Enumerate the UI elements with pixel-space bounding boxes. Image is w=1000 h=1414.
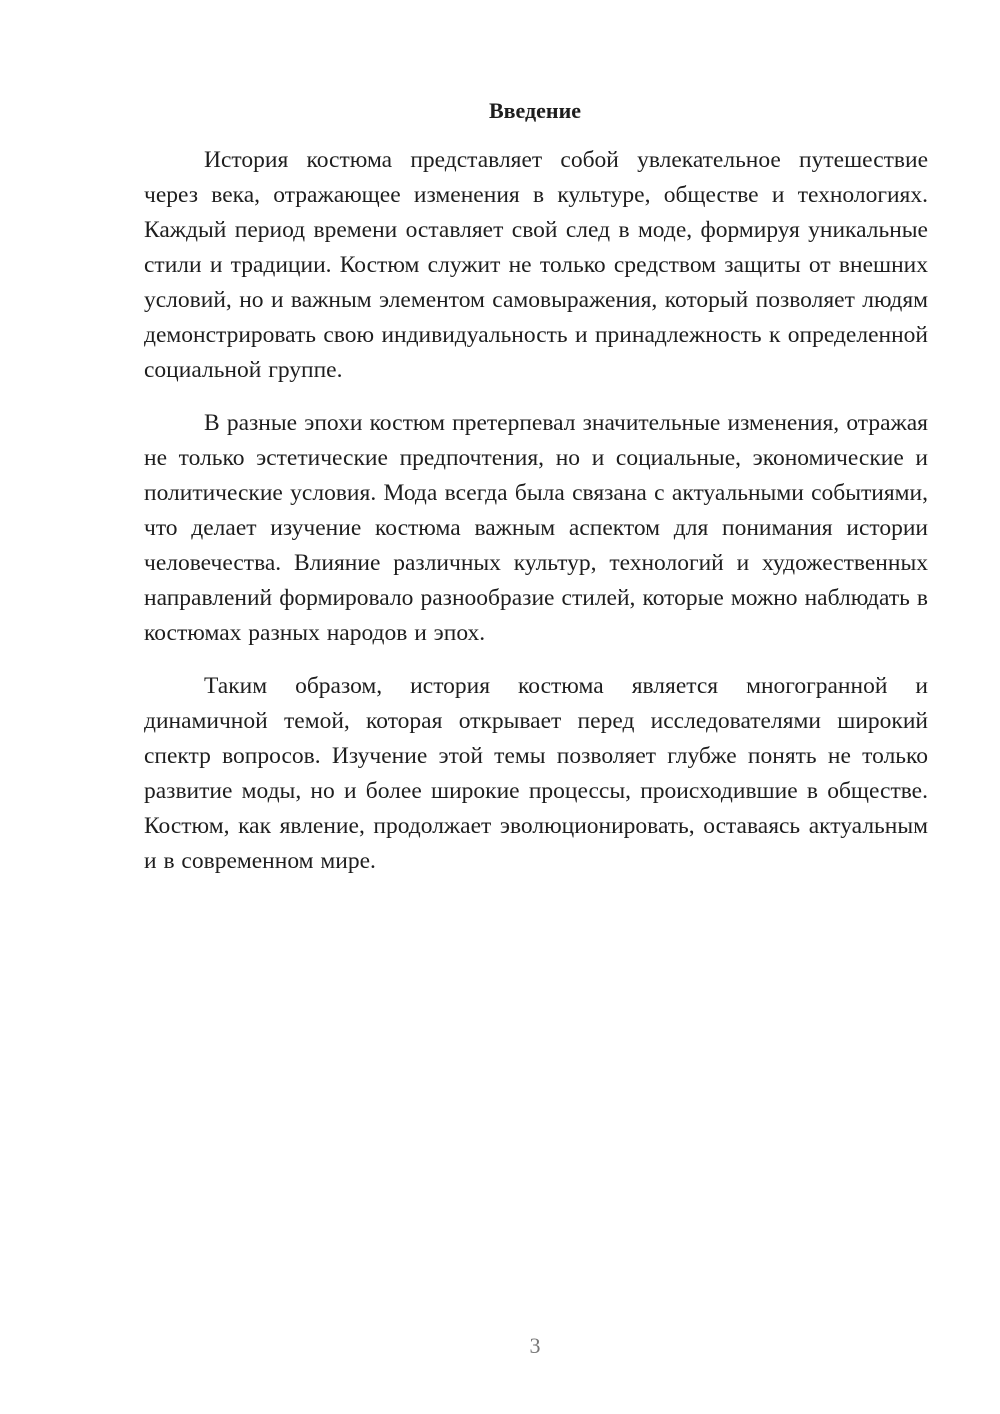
page-number: 3 — [529, 1333, 541, 1358]
paragraph-3: Таким образом, история костюма является многогранной и динамичной темой, которая открывает перед исследователями широкий спектр вопросов. Изучение этой темы позволяет глубже понять не только развитие моды, но и более широкие процессы, происходившие в обществе. Костюм, как явление, продолжает эволюционировать, оставаясь актуальным и в современном мире. — [144, 673, 928, 874]
paragraph-1: История костюма представляет собой увлекательное путешествие через века, отражающее изменения в культуре, обществе и технологиях. Каждый период времени оставляет свой след в моде, формируя уникальные стили и традиции. Костюм служит не только средством защиты от внешних условий, но и важным элементом самовыражения, который позволяет людям демонстрировать свою индивидуальность и принадлежность к определенной социальной группе. — [144, 147, 928, 383]
paragraph-2: В разные эпохи костюм претерпевал значительные изменения, отражая не только эстетические предпочтения, но и социальные, экономические и политические условия. Мода всегда была связана с актуальными событиями, что делает изучение костюма важным аспектом для понимания истории человечества. Влияние различных культур, технологий и художественных направлений формировало разнообразие стилей, которые можно наблюдать в костюмах разных народов и эпох. — [144, 410, 928, 646]
document-body — [144, 143, 928, 897]
page-title: Введение — [488, 98, 582, 123]
